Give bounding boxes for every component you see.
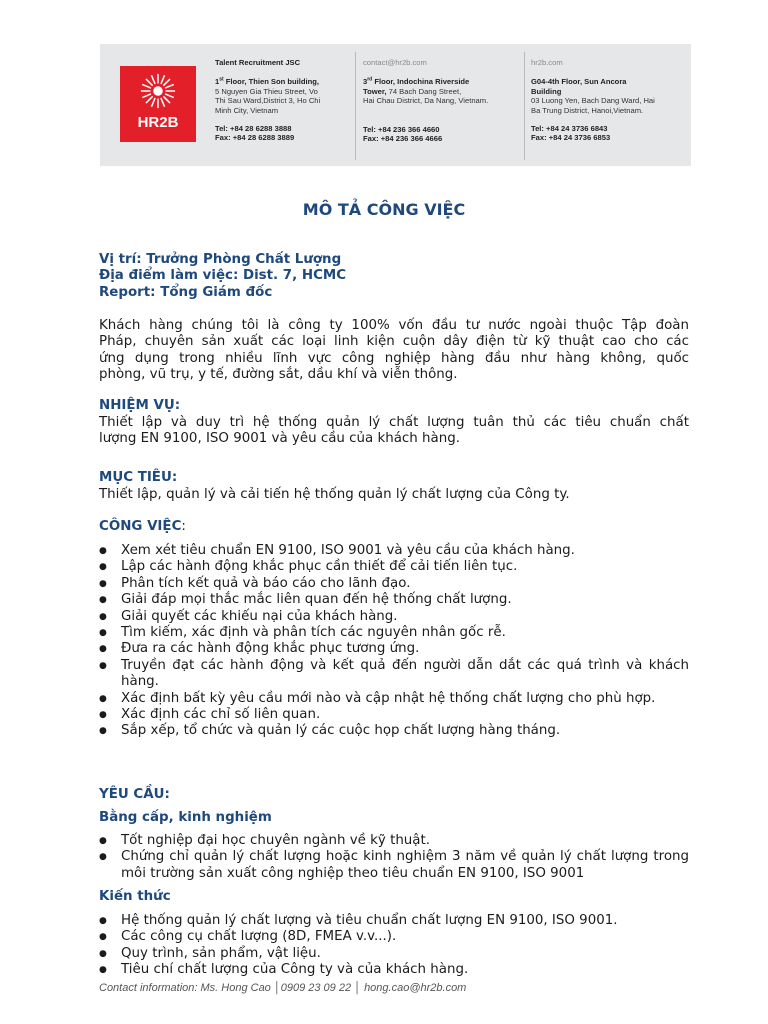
intro-line: Khách hàng chúng tôi là công ty 100% vốn đầu tư nước ngoài thuộc Tập đoàn xyxy=(99,318,689,333)
duties-paragraph xyxy=(99,415,689,448)
list-item: ● Quy trình, sản phẩm, vật liệu. xyxy=(99,946,689,962)
intro-line: Pháp, chuyên sản xuất các loại linh kiện cuộn dây điện từ kỹ thuật cao cho các xyxy=(99,334,689,350)
goal-text: Thiết lập, quản lý và cải tiến hệ thống quản lý chất lượng của Công ty. xyxy=(99,487,570,502)
hr2b-logo xyxy=(120,66,196,142)
sunburst-icon xyxy=(139,72,177,110)
list-item: ● Xác định bất kỳ yêu cầu mới nào và cập nhật hệ thống chất lượng cho phù hợp. xyxy=(99,691,689,707)
intro-paragraph xyxy=(99,318,689,384)
office-hanoi xyxy=(531,58,687,143)
list-item: ● Giải đáp mọi thắc mắc liên quan đến hệ thống chất lượng. xyxy=(99,592,689,608)
list-item: ● Phân tích kết quả và báo cáo cho lãnh đạo. xyxy=(99,576,689,592)
office-hcmc-fax: Fax: +84 28 6288 3889 xyxy=(215,133,295,143)
list-item: ● Xem xét tiêu chuẩn EN 9100, ISO 9001 và yêu cầu của khách hàng. xyxy=(99,543,689,559)
degree-heading: Bằng cấp, kinh nghiệm xyxy=(99,810,272,825)
list-item: ● Chứng chỉ quản lý chất lượng hoặc kinh nghiệm 3 năm về quản lý chất lượng trong môi trường sản xuất công nghiệp theo tiêu chuẩn EN 9100, ISO 9001 xyxy=(99,849,689,882)
degree-list xyxy=(99,833,689,882)
office-hanoi-floor-1: G04-4th Floor, Sun Ancora xyxy=(531,77,627,87)
company-name: Talent Recruitment JSC xyxy=(215,58,301,67)
website[interactable]: hr2b.com xyxy=(531,58,563,67)
office-danang-fax: Fax: +84 236 366 4666 xyxy=(363,134,443,144)
list-item: ● Các công cụ chất lượng (8D, FMEA v.v...). xyxy=(99,929,689,945)
office-hcmc-address-3: Minh City, Vietnam xyxy=(215,105,279,115)
office-hanoi-address-1: 03 Luong Yen, Bach Dang Ward, Hai xyxy=(531,96,655,106)
office-danang-floor: 3rd Floor, Indochina Riverside xyxy=(363,76,470,87)
logo-text: HR2B xyxy=(137,114,179,131)
position-line: Vị trí: Trưởng Phòng Chất Lượng xyxy=(99,252,342,267)
office-hcmc-address-2: Thi Sau Ward,District 3, Ho Chi xyxy=(215,96,321,106)
letterhead xyxy=(100,44,691,166)
office-hcmc xyxy=(215,58,351,143)
knowledge-heading: Kiến thức xyxy=(99,889,171,904)
office-hanoi-address-2: Ba Trung District, Hanoi,Vietnam. xyxy=(531,105,644,115)
contact-email[interactable]: contact@hr2b.com xyxy=(363,58,427,67)
work-heading: CÔNG VIỆC: xyxy=(99,519,186,534)
list-item: ● Hệ thống quản lý chất lượng và tiêu chuẩn chất lượng EN 9100, ISO 9001. xyxy=(99,913,689,929)
intro-line: phòng, vũ trụ, y tế, đường sắt, dầu khí và viễn thông. xyxy=(99,367,458,383)
duties-heading: NHIỆM VỤ: xyxy=(99,398,181,413)
list-item: ● Lập các hành động khắc phục cần thiết để cải tiến liên tục. xyxy=(99,559,689,575)
office-hcmc-tel: Tel: +84 28 6288 3888 xyxy=(215,124,292,134)
office-hcmc-floor: 1st Floor, Thien Son building, xyxy=(215,76,320,87)
office-danang-tel: Tel: +84 236 366 4660 xyxy=(363,124,440,134)
list-item: ● Tiêu chí chất lượng của Công ty và của khách hàng. xyxy=(99,962,689,978)
list-item: ● Truyền đạt các hành động và kết quả đến người dẫn dắt các quá trình và khách hàng. xyxy=(99,658,689,691)
office-danang-address-1: Tower, 74 Bach Dang Street, xyxy=(363,86,462,96)
header-divider xyxy=(355,52,356,160)
list-item: ● Tốt nghiệp đại học chuyên ngành về kỹ thuật. xyxy=(99,833,689,849)
intro-line: ứng dụng trong nhiều lĩnh vực công nghiệp hàng đầu như hàng không, quốc xyxy=(99,350,689,366)
list-item: ● Tìm kiếm, xác định và phân tích các nguyên nhân gốc rễ. xyxy=(99,625,689,641)
office-danang-address-2: Hai Chau District, Da Nang, Vietnam. xyxy=(363,96,489,106)
list-item: ● Đưa ra các hành động khắc phục tương ứng. xyxy=(99,641,689,657)
page-title: MÔ TẢ CÔNG VIỆC xyxy=(302,200,466,219)
office-hanoi-tel: Tel: +84 24 3736 6843 xyxy=(531,124,608,134)
knowledge-list xyxy=(99,913,689,979)
office-hanoi-floor-2: Building xyxy=(531,86,562,96)
report-line: Report: Tổng Giám đốc xyxy=(99,285,273,300)
office-danang xyxy=(363,58,519,143)
list-item: ● Giải quyết các khiếu nại của khách hàng. xyxy=(99,609,689,625)
office-hanoi-fax: Fax: +84 24 3736 6853 xyxy=(531,133,611,143)
footer-contact: Contact information: Ms. Hong Cao │0909 23 09 22 │ hong.cao@hr2b.com xyxy=(99,982,467,994)
duties-line: lượng EN 9100, ISO 9001 và yêu cầu của khách hàng. xyxy=(99,431,460,447)
requirements-heading: YÊU CẦU: xyxy=(99,787,170,802)
location-line: Địa điểm làm việc: Dist. 7, HCMC xyxy=(99,268,347,283)
work-list xyxy=(99,543,689,740)
duties-line: Thiết lập và duy trì hệ thống quản lý chất lượng tuân thủ các tiêu chuẩn chất xyxy=(99,415,689,430)
list-item: ● Sắp xếp, tổ chức và quản lý các cuộc họp chất lượng hàng tháng. xyxy=(99,723,689,739)
office-hcmc-address-1: 5 Nguyen Gia Thieu Street, Vo xyxy=(215,86,318,96)
header-divider xyxy=(524,52,525,160)
goal-heading: MỤC TIÊU: xyxy=(99,470,178,485)
list-item: ● Xác định các chỉ số liên quan. xyxy=(99,707,689,723)
